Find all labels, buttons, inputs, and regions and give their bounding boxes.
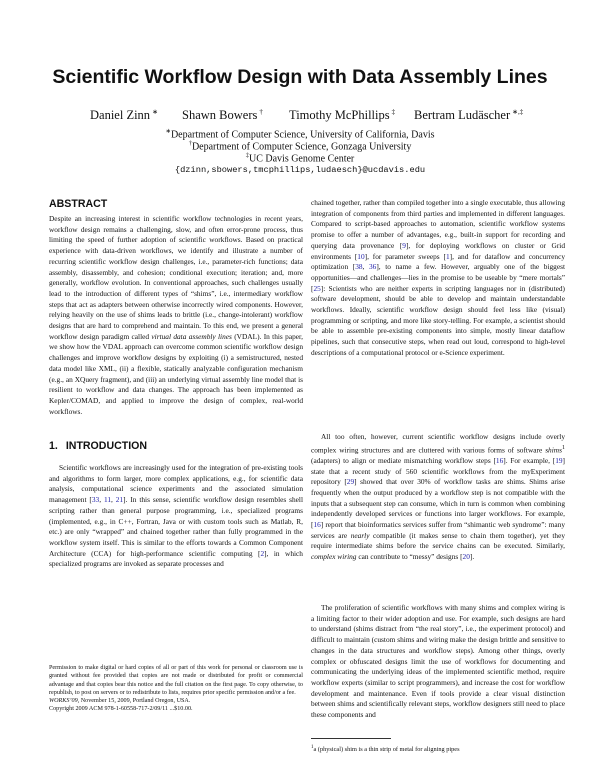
permission-text: Permission to make digital or hard copies of all or part of this work for personal or classroom use is granted without fee provided that copies are not made or distributed for profit or commercial advantage and that copies bear this notice and the full citation on the first page. To copy otherwise, to republish, to post on servers or to redistribute to lists, requires prior specific permission and/or a fee.: [49, 665, 303, 696]
citation-link[interactable]: 2: [260, 548, 265, 558]
abstract-emphasis: virtual data assembly lines: [151, 331, 232, 341]
abstract-heading: ABSTRACT: [49, 198, 108, 210]
body-text: can contribute to “messy” designs [: [356, 552, 463, 562]
affiliation: [60, 152, 540, 164]
body-paragraph: [311, 198, 565, 359]
author-mark: ‡: [391, 108, 396, 116]
affiliation-text: UC Davis Genome Center: [248, 153, 355, 165]
footnote: [311, 744, 565, 754]
footnote-divider: [311, 738, 391, 739]
citation-link[interactable]: 19: [555, 455, 563, 465]
abstract-text-end: (VDAL). In this paper, we show how the VDAL approach can overcome common scientific workflow design challenges and improve workflow designs by exploiting (i) a semistructured, nested data model like XML, (ii) a flexible, statically analyzable configuration mechanism (e.g., an XQuery fragment), and (iii) an underlying virtual assembly line model that is resilient to workflow and data changes. The approach has been implemented as Kepler/COMAD, and applied to improve the design of complex, real-world workflows.: [49, 331, 303, 416]
emphasis: complex wiring: [311, 552, 357, 562]
citation-link[interactable]: 16: [313, 520, 321, 530]
author: [414, 108, 523, 123]
abstract-body: [49, 214, 303, 417]
author-mark: †: [259, 108, 263, 116]
intro-text: ], in which specialized programs are invoked as separate processes and: [49, 548, 303, 569]
author-name: Shawn Bowers: [182, 108, 258, 123]
affiliation-text: Department of Computer Science, Gonzaga University: [191, 141, 412, 153]
abstract-text: Despite an increasing interest in scientific workflow technologies in recent years, workflow design remains a challenging, slow, and often error-prone process, thus limiting the speed of further adoption of scientific workflows. Based on practical experience with data-driven workflows, we identify and illustrate a number of recurring scientific workflow design challenges, i.e., parameter-rich functions; data assembly, disassembly, and cohesion; conditional execution; iteration; and, more generally, workflow evolution. In conventional approaches, such challenges usually lead to the introduction of different types of “shims”, i.e., intermediary workflow steps that act as adapters between otherwise incorrectly wired components. However, relying heavily on the use of shims leads to brittle (i.e., change-intolerant) workflow designs that are hard to comprehend and maintain. To this end, we present a general workflow design paradigm called: [49, 214, 303, 341]
body-text: ], to name a few. However, arguably one of the biggest opportunities—and challenges—lies in the promise to be useable by “mere mortals” [: [311, 262, 566, 293]
author-mark: ∗,‡: [512, 108, 524, 116]
affiliation-text: Department of Computer Science, University of California, Davis: [170, 129, 435, 141]
author-list: [60, 108, 540, 124]
intro-text: ]. In this sense, scientific workflow design resembles shell scripting rather than general purpose programming, i.e., specialized programs (implemented, e.g., in C++, Fortran, Java or with custom tools such as Matlab, R, etc.) are only “wrapped” and chained together rather than fully programmed in the workflow system itself. This is similar to the efforts towards a Common Component Architecture (CCA) for high-performance scientific computing [: [49, 495, 304, 558]
citation-link[interactable]: 16: [495, 455, 504, 465]
body-text: ]: Scientists who are neither experts in scripting languages nor in (distributed) software development, should be able to develop and maintain understandable workflows. Ideally, scientific workflow design should feel less like (visual) programming or scripting, and more like story-telling. For example, a scientist should be able to assemble pre-existing components into simple, mostly linear dataflow pipelines, such that consecutive steps, when read out loud, correspond to high-level descriptions of a computational protocol or e-Science experiment.: [311, 283, 565, 357]
intro-text: ,: [111, 495, 116, 505]
body-text: ]. For example, [: [503, 455, 556, 465]
body-text: ], for deploying workflows on cluster or Grid environments [: [311, 240, 565, 261]
citation-link[interactable]: 36: [369, 262, 377, 272]
citation-link[interactable]: 9: [402, 240, 406, 250]
body-text: ] showed that over 30% of workflow tasks are shims. Shims arise frequently when the output produced by a workflow step is not compatible with the inputs that a subsequent step can consume, which in turn is common when combining independently developed services or functions into larger workflows. For example, [: [311, 477, 565, 530]
citation-link[interactable]: 33: [91, 495, 100, 505]
venue-details: , November 15, 2009, Portland Oregon, USA.: [77, 698, 191, 704]
body-text: ] report that bioinformatics services suffer from “shimantic web syndrome”: many services are: [311, 520, 565, 540]
footnote-mark: 1: [311, 745, 314, 750]
emphasis: nearly: [350, 530, 370, 540]
body-text: compatible (it makes sense to chain them together), yet they require intermediate shims before the service chains can be executed. Similarly,: [311, 530, 566, 551]
citation-link[interactable]: 38: [355, 262, 363, 272]
body-text: (adapters) to align or mediate mismatching workflow steps [: [311, 455, 496, 465]
citation-link[interactable]: 25: [313, 283, 321, 293]
affiliation-mark: ∗: [165, 128, 171, 135]
footnote-ref[interactable]: 1: [561, 444, 565, 451]
author-mark: ∗: [152, 108, 158, 116]
intro-paragraph: [49, 463, 303, 570]
citation-link[interactable]: 11: [103, 495, 112, 505]
body-text: ], for parameter sweeps [: [364, 251, 446, 261]
introduction-heading: [49, 440, 147, 452]
body-text: ] state that a recent study of 560 scientific workflows from the myExperiment repository [: [311, 455, 565, 487]
body-text: ], and for dataflow and concurrency optimization [: [311, 251, 566, 272]
citation-link[interactable]: 21: [115, 495, 124, 505]
affiliation-mark: †: [188, 140, 192, 147]
copyright-line: Copyright 2009 ACM 978-1-60558-717-2/09/11 ...$10.00.: [49, 706, 193, 713]
intro-text: ,: [99, 495, 104, 505]
intro-text: Scientific workflows are increasingly used for the integration of pre-existing tools and algorithms to form larger, more complex applications, e.g., for scientific data analysis, computational science experiments and the associated simulation management [: [49, 463, 303, 505]
citation-link[interactable]: 1: [445, 251, 450, 261]
emphasis: shims: [545, 445, 562, 455]
author: [182, 108, 263, 123]
affiliation: [60, 127, 540, 140]
body-text: ,: [362, 262, 369, 272]
author-name: Timothy McPhillips: [289, 108, 390, 123]
citation-link[interactable]: 29: [346, 477, 355, 487]
author-name: Bertram Ludäscher: [414, 108, 511, 123]
footnote-text: a (physical) shim is a thin strip of metal for aligning pipes: [313, 746, 460, 754]
venue-name: WORKS’09: [49, 698, 78, 704]
citation-link[interactable]: 20: [462, 552, 470, 562]
author-email: {dzinn,sbowers,tmcphillips,ludaesch}@ucdavis.edu: [174, 165, 426, 175]
permission-notice: [49, 664, 303, 714]
body-paragraph: [311, 432, 565, 563]
paper-title: Scientific Workflow Design with Data Assembly Lines: [52, 66, 548, 88]
author: [90, 108, 158, 123]
section-number: 1.: [49, 440, 58, 452]
body-paragraph: The proliferation of scientific workflows with many shims and complex wiring is a limiting factor to their wider adoption and use. For example, such designs are hard to understand (shims distract from “the real story”, i.e., the experiment protocol) and difficult to maintain (custom shims and wiring make the design brittle and sensitive to changes in the data structures and workflow steps). Among other things, overly complex or obfuscated designs limit the use of workflows for documenting and communicating the underlying ideas of the implemented scientific method, require workflow experts (similar to script programmers), and increase the cost for workflow development and maintenance. Even if tools provide a clear visual distinction between shims and scientifically relevant steps, workflow designers still need to place these components and: [311, 603, 565, 720]
affiliation: [60, 140, 540, 152]
body-text: ].: [469, 552, 475, 562]
body-text: chained together, rather than compiled together into a single executable, thus allowing integration of components from third parties and implemented in different languages. Compared to script-based approaches to automation, scientific workflow systems promise to offer a number of advantages, e.g., built-in support for recording and querying data provenance [: [311, 198, 565, 250]
citation-link[interactable]: 10: [357, 251, 365, 261]
affiliation-mark: ‡: [245, 152, 249, 159]
section-title: INTRODUCTION: [65, 440, 148, 452]
author: [289, 108, 395, 123]
body-text: All too often, however, current scientific workflow designs include overly complex wiring structures and are cluttered with various forms of software: [311, 432, 565, 455]
author-name: Daniel Zinn: [90, 108, 151, 123]
